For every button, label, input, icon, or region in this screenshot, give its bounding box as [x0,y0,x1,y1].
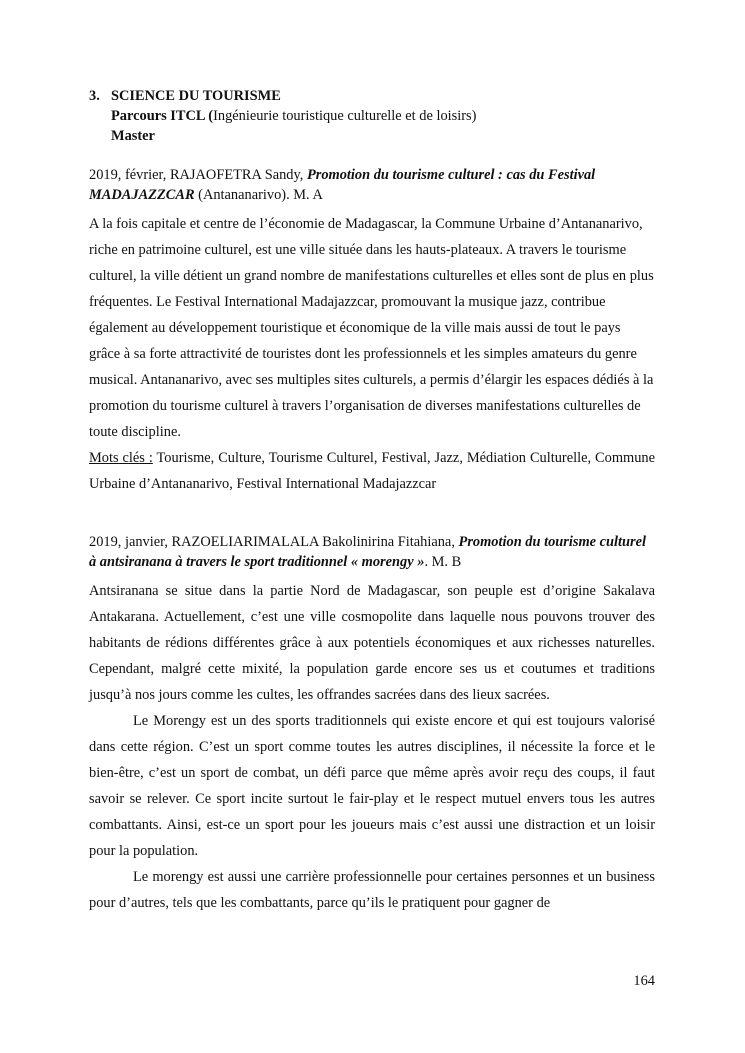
entry-abstract: A la fois capitale et centre de l’économie de Madagascar, la Commune Urbaine d’Antananarivo, riche en patrimoine culturel, est une ville située dans les hauts-plateaux. A travers le tourisme culturel, la ville détient un grand nombre de manifestations culturelles et elles sont de plus en plus fréquentes. Le Festival International Madajazzcar, promouvant la musique jazz, contribue également au développement touristique et économique de la ville mais aussi de tout le pays grâce à sa forte attractivité de touristes dont les professionnels et les simples amateurs du genre musical. Antananarivo, avec ses multiples sites culturels, a permis d’élargir les espaces dédiés à la promotion du tourisme culturel à travers l’organisation de diverses manifestations culturelles de toute discipline. [89,216,654,440]
entry-title: Promotion du tourisme culturel : cas du Festival MADAJAZZCAR [89,167,596,203]
section-header [89,86,655,146]
document-page [89,86,655,916]
entry-suffix: . M. B [424,554,462,570]
entry-2 [89,532,655,916]
entry-paragraph-1: Antsiranana se situe dans la partie Nord de Madagascar, son peuple est d’origine Sakalava Antakarana. Actuellement, c’est une ville cosmopolite dans laquelle nous pouvons trouver des habitants de rédions différentes grâce à aux potentiels économiques et aux richesses naturelles. Cependant, malgré cette mixité, la population garde encore ses us et coutumes et traditions jusqu’à nos jours comme les cultes, les offrandes sacrées dans des lieux sacrées. [89,583,655,703]
keywords-text: Tourisme, Culture, Tourisme Culturel, Festival, Jazz, Médiation Culturelle, Commune Urbaine d’Antananarivo, Festival International Madajazzcar [89,450,655,492]
page-number: 164 [633,973,655,989]
entry-header [89,532,655,572]
section-number: 3. [89,88,100,104]
section-title-line [89,86,655,106]
section-title: SCIENCE DU TOURISME [111,88,281,104]
entry-paragraph-3: Le morengy est aussi une carrière professionnelle pour certaines personnes et un business pour d’autres, tels que les combattants, parce qu’ils le pratiquent pour gagner de [89,869,655,911]
entry-header [89,165,655,205]
keywords-paragraph [89,445,655,497]
entry-suffix: (Antananarivo). M. A [194,187,323,203]
entry-meta: 2019, janvier, RAZOELIARIMALALA Bakolinirina Fitahiana, [89,534,459,550]
entry-paragraph-2: Le Morengy est un des sports traditionnels qui existe encore et qui est toujours valorisé dans cette région. C’est un sport comme toutes les autres disciplines, il nécessite la force et le bien-être, c’est un sport de combat, un défi parce que même après avoir reçu des coups, il faut savoir se relever. Ce sport incite surtout le fair-play et le respect mutuel envers tous les autres combattants. Ainsi, est-ce un sport pour les joueurs mais c’est aussi une distraction et un loisir pour la population. [89,713,655,859]
entry-1 [89,165,655,497]
parcours-label: Parcours ITCL ( [111,108,214,124]
level-label: Master [111,128,155,144]
keywords-label: Mots clés : [89,450,153,466]
parcours-line [111,106,655,126]
entry-meta: 2019, février, RAJAOFETRA Sandy, [89,167,307,183]
entry-title: Promotion du tourisme culturel à antsiranana à travers le sport traditionnel « morengy » [89,534,647,570]
parcours-detail: Ingénieurie touristique culturelle et de loisirs) [213,108,477,124]
